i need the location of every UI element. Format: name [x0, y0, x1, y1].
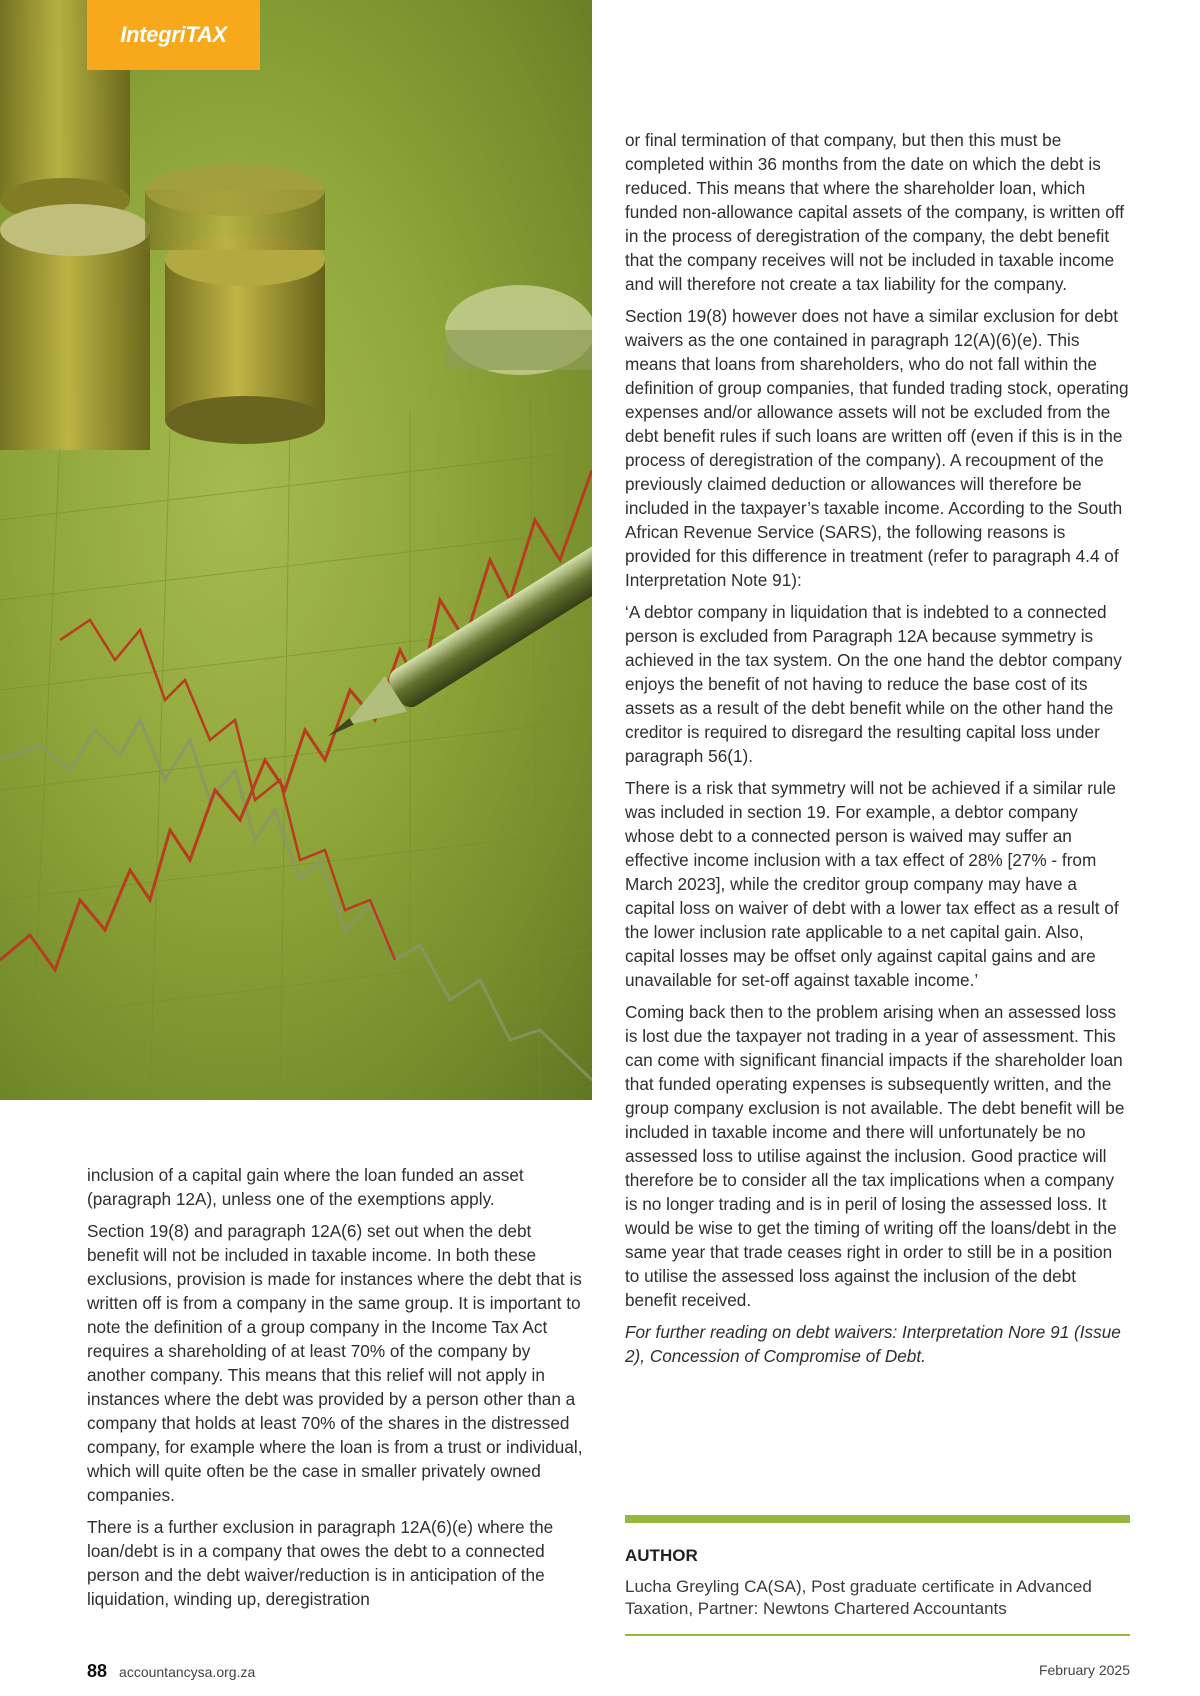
issue-date: February 2025: [1038, 1662, 1130, 1678]
author-heading: AUTHOR: [625, 1546, 698, 1565]
further-reading-note: For further reading on debt waivers: Interpretation Nore 91 (Issue 2), Concession of Compromise of Debt.: [625, 1322, 1121, 1366]
author-bio: Lucha Greyling CA(SA), Post graduate certificate in Advanced Taxation, Partner: Newtons Chartered Accountants: [625, 1577, 1092, 1618]
paragraph: Coming back then to the problem arising when an assessed loss is lost due the taxpayer not trading in a year of assessment. This can come with significant financial impacts if the shareholder loan that funded operating expenses is subsequently written, and the group company exclusion is not available. The debt benefit will be included in taxable income and there will unfortunately be no assessed loss to utilise against the inclusion. Good practice will therefore be to consider all the tax implications when a company is no longer trading and is in peril of losing the assessed loss. It would be wise to get the timing of writing off the loans/debt in the same year that trade ceases right in order to still be in a position to utilise the assessed loss against the inclusion of the debt benefit received.: [625, 1002, 1125, 1310]
paragraph: Section 19(8) however does not have a similar exclusion for debt waivers as the one contained in paragraph 12(A)(6)(e). This means that loans from shareholders, who do not fall within the definition of group companies, that funded trading stock, operating expenses and/or allowance assets will not be excluded from the debt benefit rules if such loans are written off (even if this is in the process of deregistration of the company). A recoupment of the previously claimed deduction or allowances will therefore be included in the taxpayer’s taxable income. According to the South African Revenue Service (SARS), the following reasons is provided for this difference in treatment (refer to paragraph 4.4 of Interpretation Note 91):: [625, 306, 1129, 590]
article-column-left: [87, 1163, 587, 1619]
paragraph: or final termination of that company, but then this must be completed within 36 months from the date on which the debt is reduced. This means that where the shareholder loan, which funded non-allowance capital assets of the company, is written off in the process of deregistration of the company, the debt benefit that the company receives will not be included in taxable income and will therefore not create a tax liability for the company.: [625, 130, 1125, 294]
quote-paragraph: There is a risk that symmetry will not be achieved if a similar rule was included in section 19. For example, a debtor company whose debt to a connected person is waived may suffer an effective income inclusion with a tax effect of 28% [27% - from March 2023], while the creditor group company may have a capital loss on waiver of debt with a lower tax effect as a result of the lower inclusion rate applicable to a net capital gain. Also, capital losses may be offset only against capital gains and are unavailable for set-off against taxable income.’: [625, 778, 1119, 990]
site-url[interactable]: accountancysa.org.za: [119, 1664, 256, 1680]
footer-left: [87, 1661, 255, 1682]
coins-and-chart-photo: [0, 0, 592, 1100]
paragraph: inclusion of a capital gain where the loan funded an asset (paragraph 12A), unless one of the exemptions apply.: [87, 1165, 524, 1209]
page-number: 88: [87, 1661, 108, 1681]
article-column-right: [625, 128, 1130, 1376]
brand-logo: IntegriTAX: [87, 0, 260, 70]
paragraph: There is a further exclusion in paragraph 12A(6)(e) where the loan/debt is in a company that owes the debt to a connected person and the debt waiver/reduction is in anticipation of the liquidation, winding up, deregistration: [87, 1517, 554, 1609]
author-box: [625, 1515, 1130, 1636]
quote-paragraph: ‘A debtor company in liquidation that is indebted to a connected person is excluded from Paragraph 12A because symmetry is achieved in the tax system. On the one hand the debtor company enjoys the benefit of not having to reduce the base cost of its assets as a result of the debt benefit while on the other hand the creditor is required to disregard the resulting capital loss under paragraph 56(1).: [625, 602, 1122, 766]
paragraph: Section 19(8) and paragraph 12A(6) set out when the debt benefit will not be included in taxable income. In both these exclusions, provision is made for instances where the debt that is written off is from a company in the same group. It is important to note the definition of a group company in the Income Tax Act requires a shareholding of at least 70% of the company by another company. This means that this relief will not apply in instances where the debt was provided by a person other than a company that holds at least 70% of the shares in the distressed company, for example where the loan is from a trust or individual, which will quite often be the case in smaller privately owned companies.: [87, 1221, 583, 1505]
author-divider-bottom: [625, 1634, 1130, 1636]
hero-image: [0, 0, 592, 1100]
author-divider-top: [625, 1515, 1130, 1523]
